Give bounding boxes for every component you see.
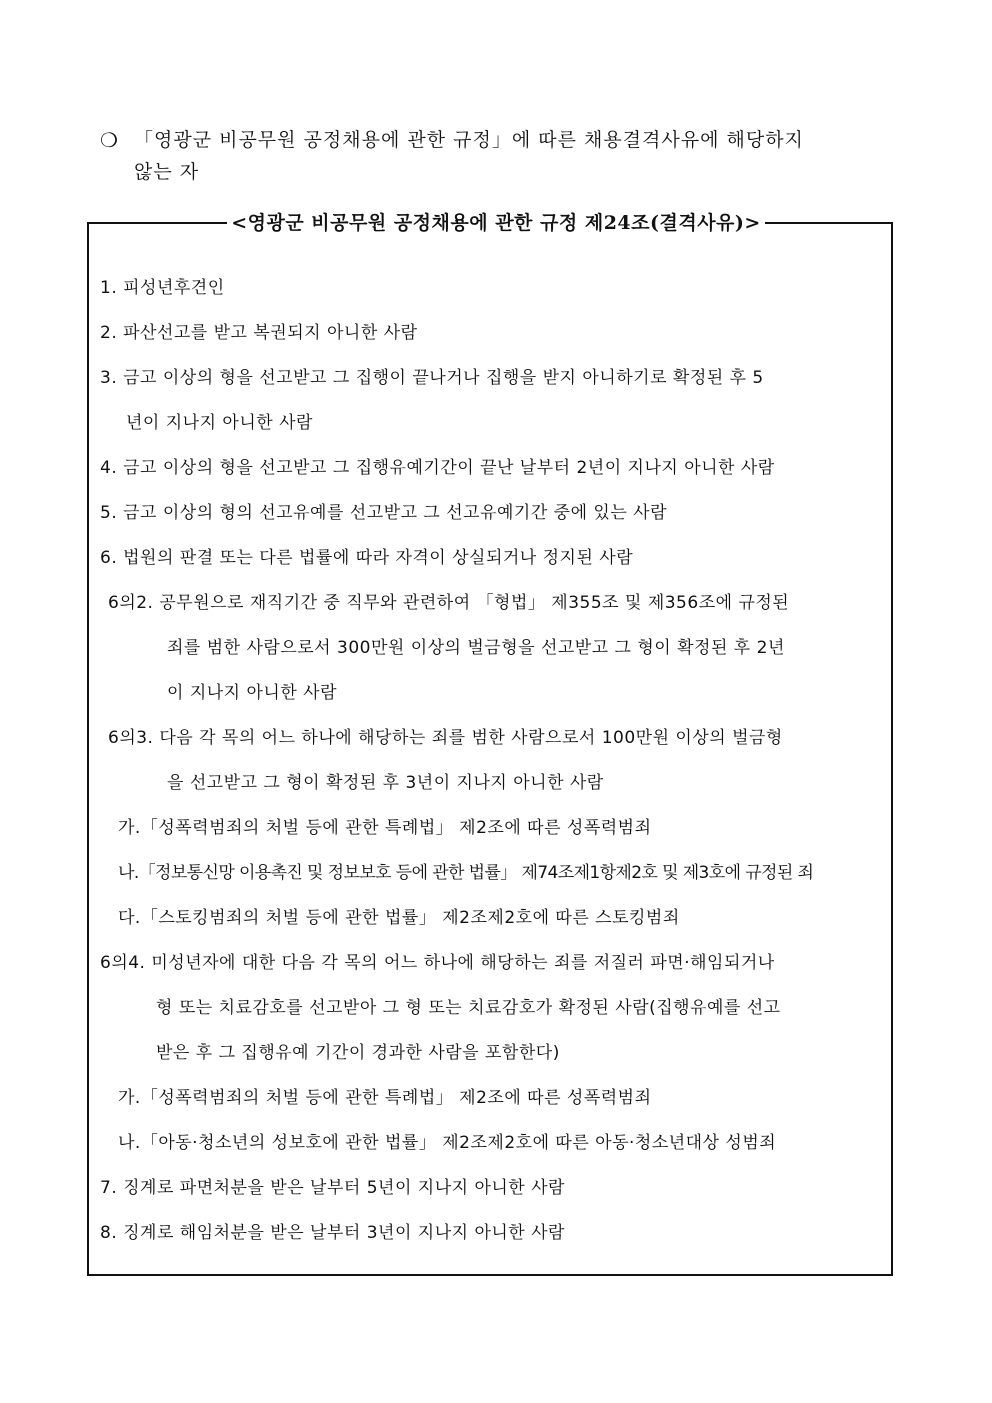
list-item: 3. 금고 이상의 형을 선고받고 그 집행이 끝나거나 집행을 받지 아니하기로 확정된 후 5 [100,368,764,388]
circle-bullet-icon: ❍ [100,128,119,152]
list-item-continuation: 년이 지나지 아니한 사람 [126,413,313,433]
sub-list-item: 다.「스토킹범죄의 처벌 등에 관한 법률」 제2조제2호에 따른 스토킹범죄 [118,908,680,928]
list-item-continuation: 이 지나지 아니한 사람 [167,683,338,703]
sub-list-item: 나.「정보통신망 이용촉진 및 정보보호 등에 관한 법률」 제74조제1항제2호 및 제3호에 규정된 죄 [118,863,814,883]
list-item: 6의4. 미성년자에 대한 다음 각 목의 어느 하나에 해당하는 죄를 저질러 파면·해임되거나 [100,953,775,973]
list-item-continuation: 죄를 범한 사람으로서 300만원 이상의 벌금형을 선고받고 그 형이 확정된 후 2년 [167,638,785,658]
intro-line-2: 않는 자 [134,161,200,183]
list-item: 4. 금고 이상의 형을 선고받고 그 집행유예기간이 끝난 날부터 2년이 지나지 아니한 사람 [100,458,775,478]
list-item: 5. 금고 이상의 형의 선고유예를 선고받고 그 선고유예기간 중에 있는 사람 [100,503,667,523]
list-item: 6. 법원의 판결 또는 다른 법률에 따라 자격이 상실되거나 정지된 사람 [100,548,634,568]
list-item: 1. 피성년후견인 [100,278,225,298]
list-item-continuation: 받은 후 그 집행유예 기간이 경과한 사람을 포함한다) [156,1043,560,1063]
regulation-box-title [0,208,992,238]
list-item: 7. 징계로 파면처분을 받은 날부터 5년이 지나지 아니한 사람 [100,1178,565,1198]
list-item: 6의2. 공무원으로 재직기간 중 직무와 관련하여 「형법」 제355조 및 제356조에 규정된 [108,593,790,613]
list-item: 8. 징계로 해임처분을 받은 날부터 3년이 지나지 아니한 사람 [100,1223,565,1243]
regulation-title-text: <영광군 비공무원 공정채용에 관한 규정 제24조(결격사유)> [227,212,765,234]
list-item-continuation: 형 또는 치료감호를 선고받아 그 형 또는 치료감호가 확정된 사람(집행유예를 선고 [156,998,781,1018]
list-item: 2. 파산선고를 받고 복권되지 아니한 사람 [100,323,418,343]
list-item-continuation: 을 선고받고 그 형이 확정된 후 3년이 지나지 아니한 사람 [167,773,604,793]
intro-line-1: 「영광군 비공무원 공정채용에 관한 규정」에 따른 채용결격사유에 해당하지 [134,129,804,151]
sub-list-item: 가.「성폭력범죄의 처벌 등에 관한 특례법」 제2조에 따른 성폭력범죄 [118,1088,652,1108]
sub-list-item: 가.「성폭력범죄의 처벌 등에 관한 특례법」 제2조에 따른 성폭력범죄 [118,818,652,838]
list-item: 6의3. 다음 각 목의 어느 하나에 해당하는 죄를 범한 사람으로서 100만원 이상의 벌금형 [108,728,783,748]
sub-list-item: 나.「아동·청소년의 성보호에 관한 법률」 제2조제2호에 따른 아동·청소년대상 성범죄 [118,1133,777,1153]
